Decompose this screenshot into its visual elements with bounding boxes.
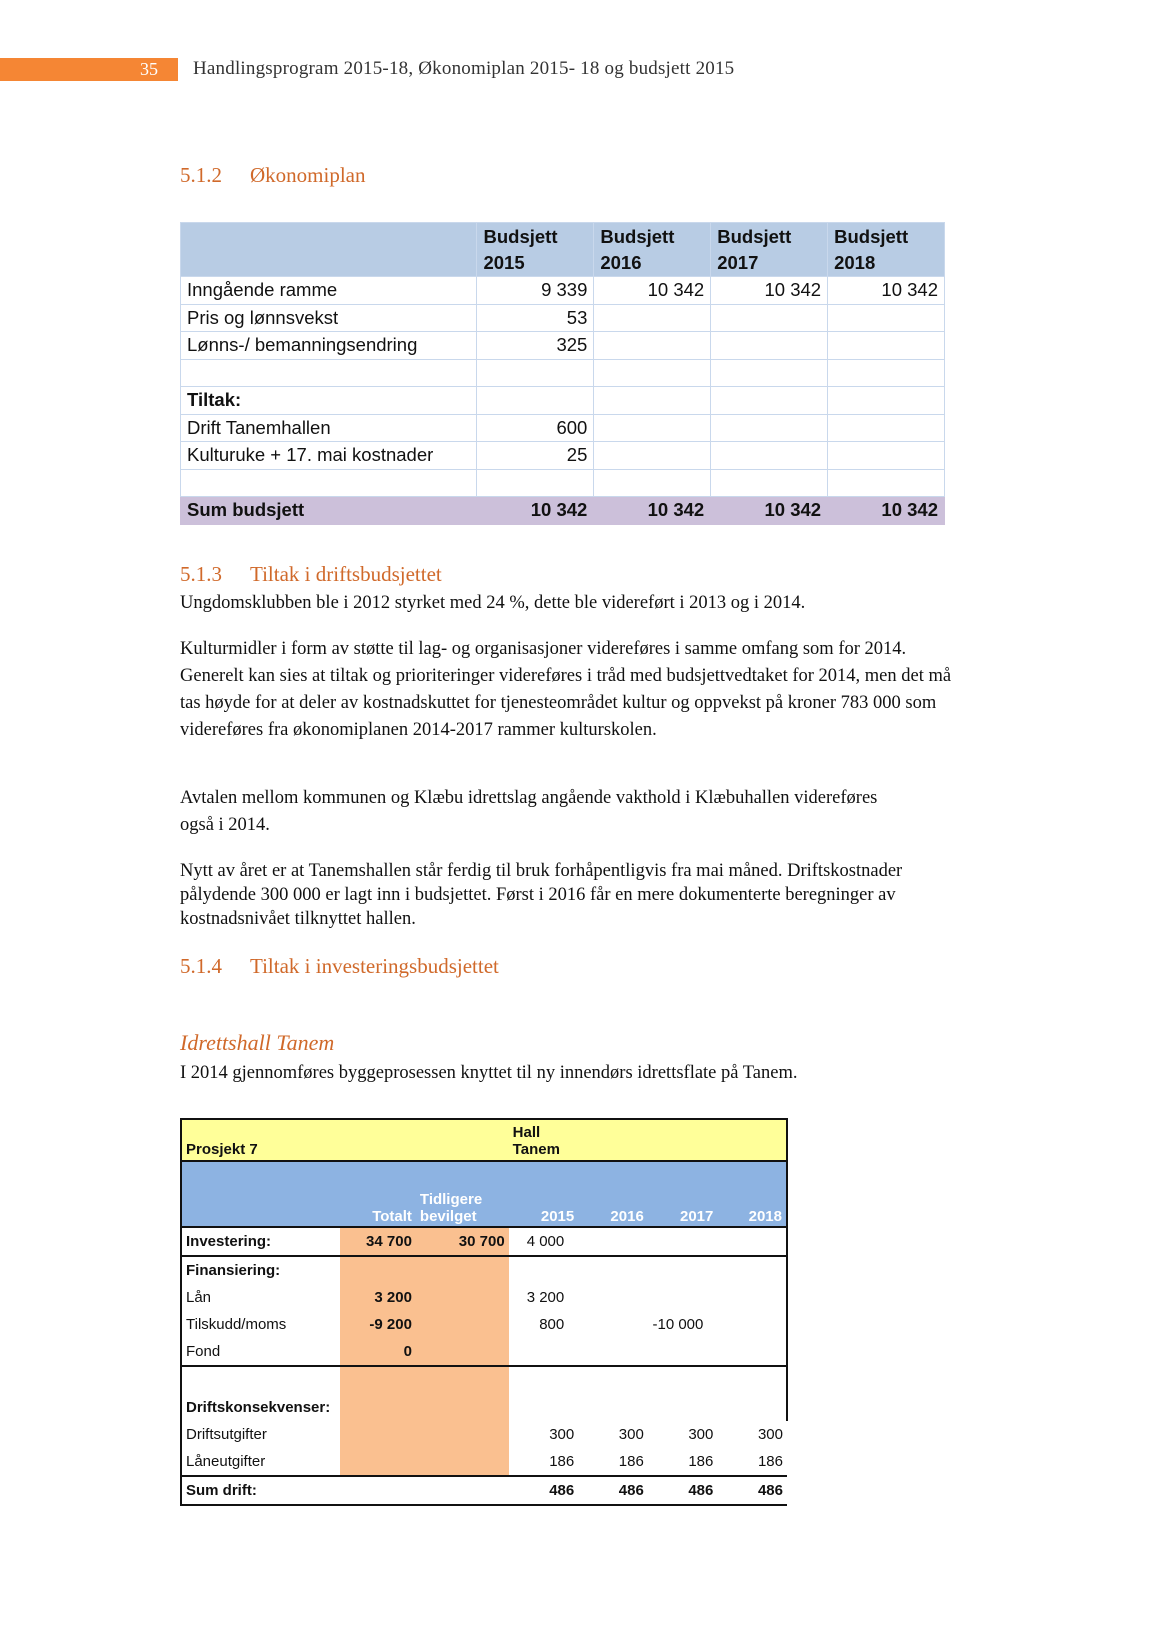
row-label: Finansiering: (181, 1256, 340, 1284)
cell-value (594, 414, 711, 442)
table-sum-row (181, 497, 945, 525)
row-label: Pris og lønnsvekst (181, 304, 477, 332)
cell-value (828, 304, 945, 332)
cell-value (711, 304, 828, 332)
cell-value (594, 442, 711, 470)
cell-value (828, 387, 945, 415)
paragraph: Nytt av året er at Tanemshallen står ferdig til bruk forhåpentligvis fra mai måned. Driftskostnader pålydende 300 000 er lagt inn i budsjettet. Først i 2016 får en mere dokumenterte beregninger av kostnadsnivået tilknyttet hallen. (180, 861, 903, 929)
column-header-blank (181, 1161, 340, 1227)
cell-value (828, 332, 945, 360)
section-heading-512 (180, 163, 366, 188)
cell-value (477, 387, 594, 415)
header-cell-2015: Budsjett 2015 (477, 223, 594, 277)
drift-row (181, 1448, 787, 1476)
table-row (181, 304, 945, 332)
cell-value (828, 442, 945, 470)
cell-value: 10 342 (711, 277, 828, 305)
cell-2018 (717, 1338, 787, 1366)
cell-value (711, 469, 828, 497)
row-label: Lønns-/ bemanningsendring (181, 332, 477, 360)
cell-value (594, 332, 711, 360)
cell-2017 (648, 1284, 718, 1311)
cell-previous (416, 1256, 509, 1284)
cell-2018: 300 (757, 1426, 783, 1443)
project-name: Hall Tanem (509, 1119, 787, 1161)
cell-value (711, 414, 828, 442)
column-header-row (181, 1161, 787, 1227)
section-number: 5.1.4 (180, 954, 222, 978)
row-label: Tilskudd/moms (181, 1311, 340, 1338)
section-title: Tiltak i driftsbudsjettet (250, 562, 442, 586)
cell-value: 600 (477, 414, 594, 442)
cell-total: 34 700 (340, 1227, 416, 1256)
row-label: Investering: (181, 1227, 340, 1256)
sum-label: Sum budsjett (181, 497, 477, 525)
cell-2015: 3 200 (526, 1289, 565, 1306)
project-label: Prosjekt 7 (181, 1119, 509, 1161)
row-label: Driftskonsekvenser: (181, 1394, 340, 1421)
section-heading-514 (180, 954, 499, 979)
cell-previous: 30 700 (416, 1227, 509, 1256)
cell-2016 (578, 1227, 648, 1256)
cell-2016 (578, 1338, 648, 1366)
project-header-row (181, 1119, 787, 1161)
cell-total: 3 200 (340, 1284, 416, 1311)
sum-label: Sum drift: (181, 1476, 340, 1505)
header-cell-label (181, 223, 477, 277)
sum-2015: 486 (549, 1482, 575, 1499)
table-header-row (181, 223, 945, 277)
row-label: Drift Tanemhallen (181, 414, 477, 442)
sum-2016: 486 (618, 1482, 644, 1499)
cell-2016: 300 (618, 1426, 644, 1443)
cell-2017: 300 (688, 1426, 714, 1443)
cell-previous (416, 1338, 509, 1366)
cell-value (828, 414, 945, 442)
cell-previous (416, 1284, 509, 1311)
column-header-2016: 2016 (578, 1161, 648, 1227)
cell-value (711, 442, 828, 470)
cell-2016 (578, 1284, 648, 1311)
paragraph: Ungdomsklubben ble i 2012 styrket med 24 %, dette ble videreført i 2013 og i 2014. (180, 593, 806, 613)
cell-2015: 800 (539, 1316, 565, 1333)
cell-value (828, 359, 945, 387)
cell-value (594, 387, 711, 415)
sum-value: 10 342 (477, 497, 594, 525)
cell-total: 0 (340, 1338, 416, 1366)
section-title: Økonomiplan (250, 163, 366, 187)
table-row (181, 332, 945, 360)
table-row (181, 442, 945, 470)
sum-drift-row (181, 1476, 787, 1505)
cell-2017: -10 000 (652, 1316, 704, 1333)
row-label: Driftsutgifter (181, 1421, 340, 1448)
spacer-row (181, 1366, 787, 1394)
page-number: 35 (140, 59, 158, 79)
row-label: Låneutgifter (181, 1448, 340, 1476)
sum-2018: 486 (757, 1482, 783, 1499)
column-header-total: Totalt (340, 1161, 416, 1227)
cell-previous (416, 1311, 509, 1338)
table-row-tiltak (181, 387, 945, 415)
cell-2016 (578, 1311, 648, 1338)
column-header-2017: 2017 (648, 1161, 718, 1227)
investering-row (181, 1227, 787, 1256)
project-table (180, 1118, 788, 1506)
cell-value: 9 339 (477, 277, 594, 305)
project-table-wrapper (180, 1118, 788, 1506)
section-number: 5.1.2 (180, 163, 222, 187)
sum-value: 10 342 (711, 497, 828, 525)
cell-value (594, 469, 711, 497)
cell-value: 10 342 (828, 277, 945, 305)
sum-value: 10 342 (828, 497, 945, 525)
finansiering-label-row (181, 1256, 787, 1284)
cell-value: 25 (477, 442, 594, 470)
cell-value (711, 332, 828, 360)
section-heading-513 (180, 562, 442, 587)
cell-2017 (648, 1227, 718, 1256)
cell-value (477, 469, 594, 497)
cell-2015 (509, 1338, 579, 1366)
cell-value (594, 359, 711, 387)
subheading-idrettshall: Idrettshall Tanem (180, 1030, 335, 1055)
cell-2015: 186 (549, 1453, 575, 1470)
sum-2017: 486 (688, 1482, 714, 1499)
table-row (181, 277, 945, 305)
cell-2016: 186 (618, 1453, 644, 1470)
cell-2017: 186 (688, 1453, 714, 1470)
header-cell-2016: Budsjett 2016 (594, 223, 711, 277)
column-header-2015: 2015 (509, 1161, 579, 1227)
cell-total (340, 1256, 416, 1284)
cell-2015: 4 000 (526, 1233, 565, 1250)
cell-value (594, 304, 711, 332)
section-title: Tiltak i investeringsbudsjettet (250, 954, 499, 978)
table-row (181, 414, 945, 442)
cell-2017 (648, 1338, 718, 1366)
cell-value: 10 342 (594, 277, 711, 305)
paragraph: Kulturmidler i form av støtte til lag- og organisasjoner videreføres i samme omfang som for 2014. Generelt kan sies at tiltak og prioriteringer videreføres i tråd med budsjettvedtaket for 2014, men det må tas høyde for at deler av kostnadskuttet for tjenesteområdet kultur og oppvekst på kroner 783 000 som videreføres fra økonomiplanen 2014-2017 rammer kulturskolen. (180, 639, 952, 740)
header-cell-2018: Budsjett 2018 (828, 223, 945, 277)
row-label (181, 469, 477, 497)
finansiering-row (181, 1338, 787, 1366)
row-label (181, 359, 477, 387)
finansiering-row (181, 1284, 787, 1311)
cell-2018 (717, 1227, 787, 1256)
cell-value: 53 (477, 304, 594, 332)
table-row-empty (181, 359, 945, 387)
drift-row (181, 1421, 787, 1448)
sum-value: 10 342 (594, 497, 711, 525)
row-label: Inngående ramme (181, 277, 477, 305)
cell-2018: 186 (757, 1453, 783, 1470)
cell-value: 325 (477, 332, 594, 360)
cell-value (711, 359, 828, 387)
paragraph: Avtalen mellom kommunen og Klæbu idrettslag angående vakthold i Klæbuhallen videreføres også i 2014. (180, 788, 878, 835)
header-cell-2017: Budsjett 2017 (711, 223, 828, 277)
cell-2015: 300 (549, 1426, 575, 1443)
column-header-previous: Tidligere bevilget (416, 1161, 509, 1227)
budget-table (180, 222, 945, 525)
cell-2018 (717, 1284, 787, 1311)
section-number: 5.1.3 (180, 562, 222, 586)
row-label: Lån (181, 1284, 340, 1311)
row-label: Fond (181, 1338, 340, 1366)
table-row-empty (181, 469, 945, 497)
running-header-title: Handlingsprogram 2015-18, Økonomiplan 2015- 18 og budsjett 2015 (193, 58, 735, 79)
column-header-2018: 2018 (717, 1161, 787, 1227)
cell-value (711, 387, 828, 415)
row-label: Tiltak: (181, 387, 477, 415)
row-label: Kulturuke + 17. mai kostnader (181, 442, 477, 470)
drift-label-row (181, 1394, 787, 1421)
cell-value (828, 469, 945, 497)
finansiering-row (181, 1311, 787, 1338)
cell-2018 (717, 1311, 787, 1338)
paragraph: I 2014 gjennomføres byggeprosessen knyttet til ny innendørs idrettsflate på Tanem. (180, 1063, 798, 1083)
cell-total: -9 200 (340, 1311, 416, 1338)
cell-value (477, 359, 594, 387)
